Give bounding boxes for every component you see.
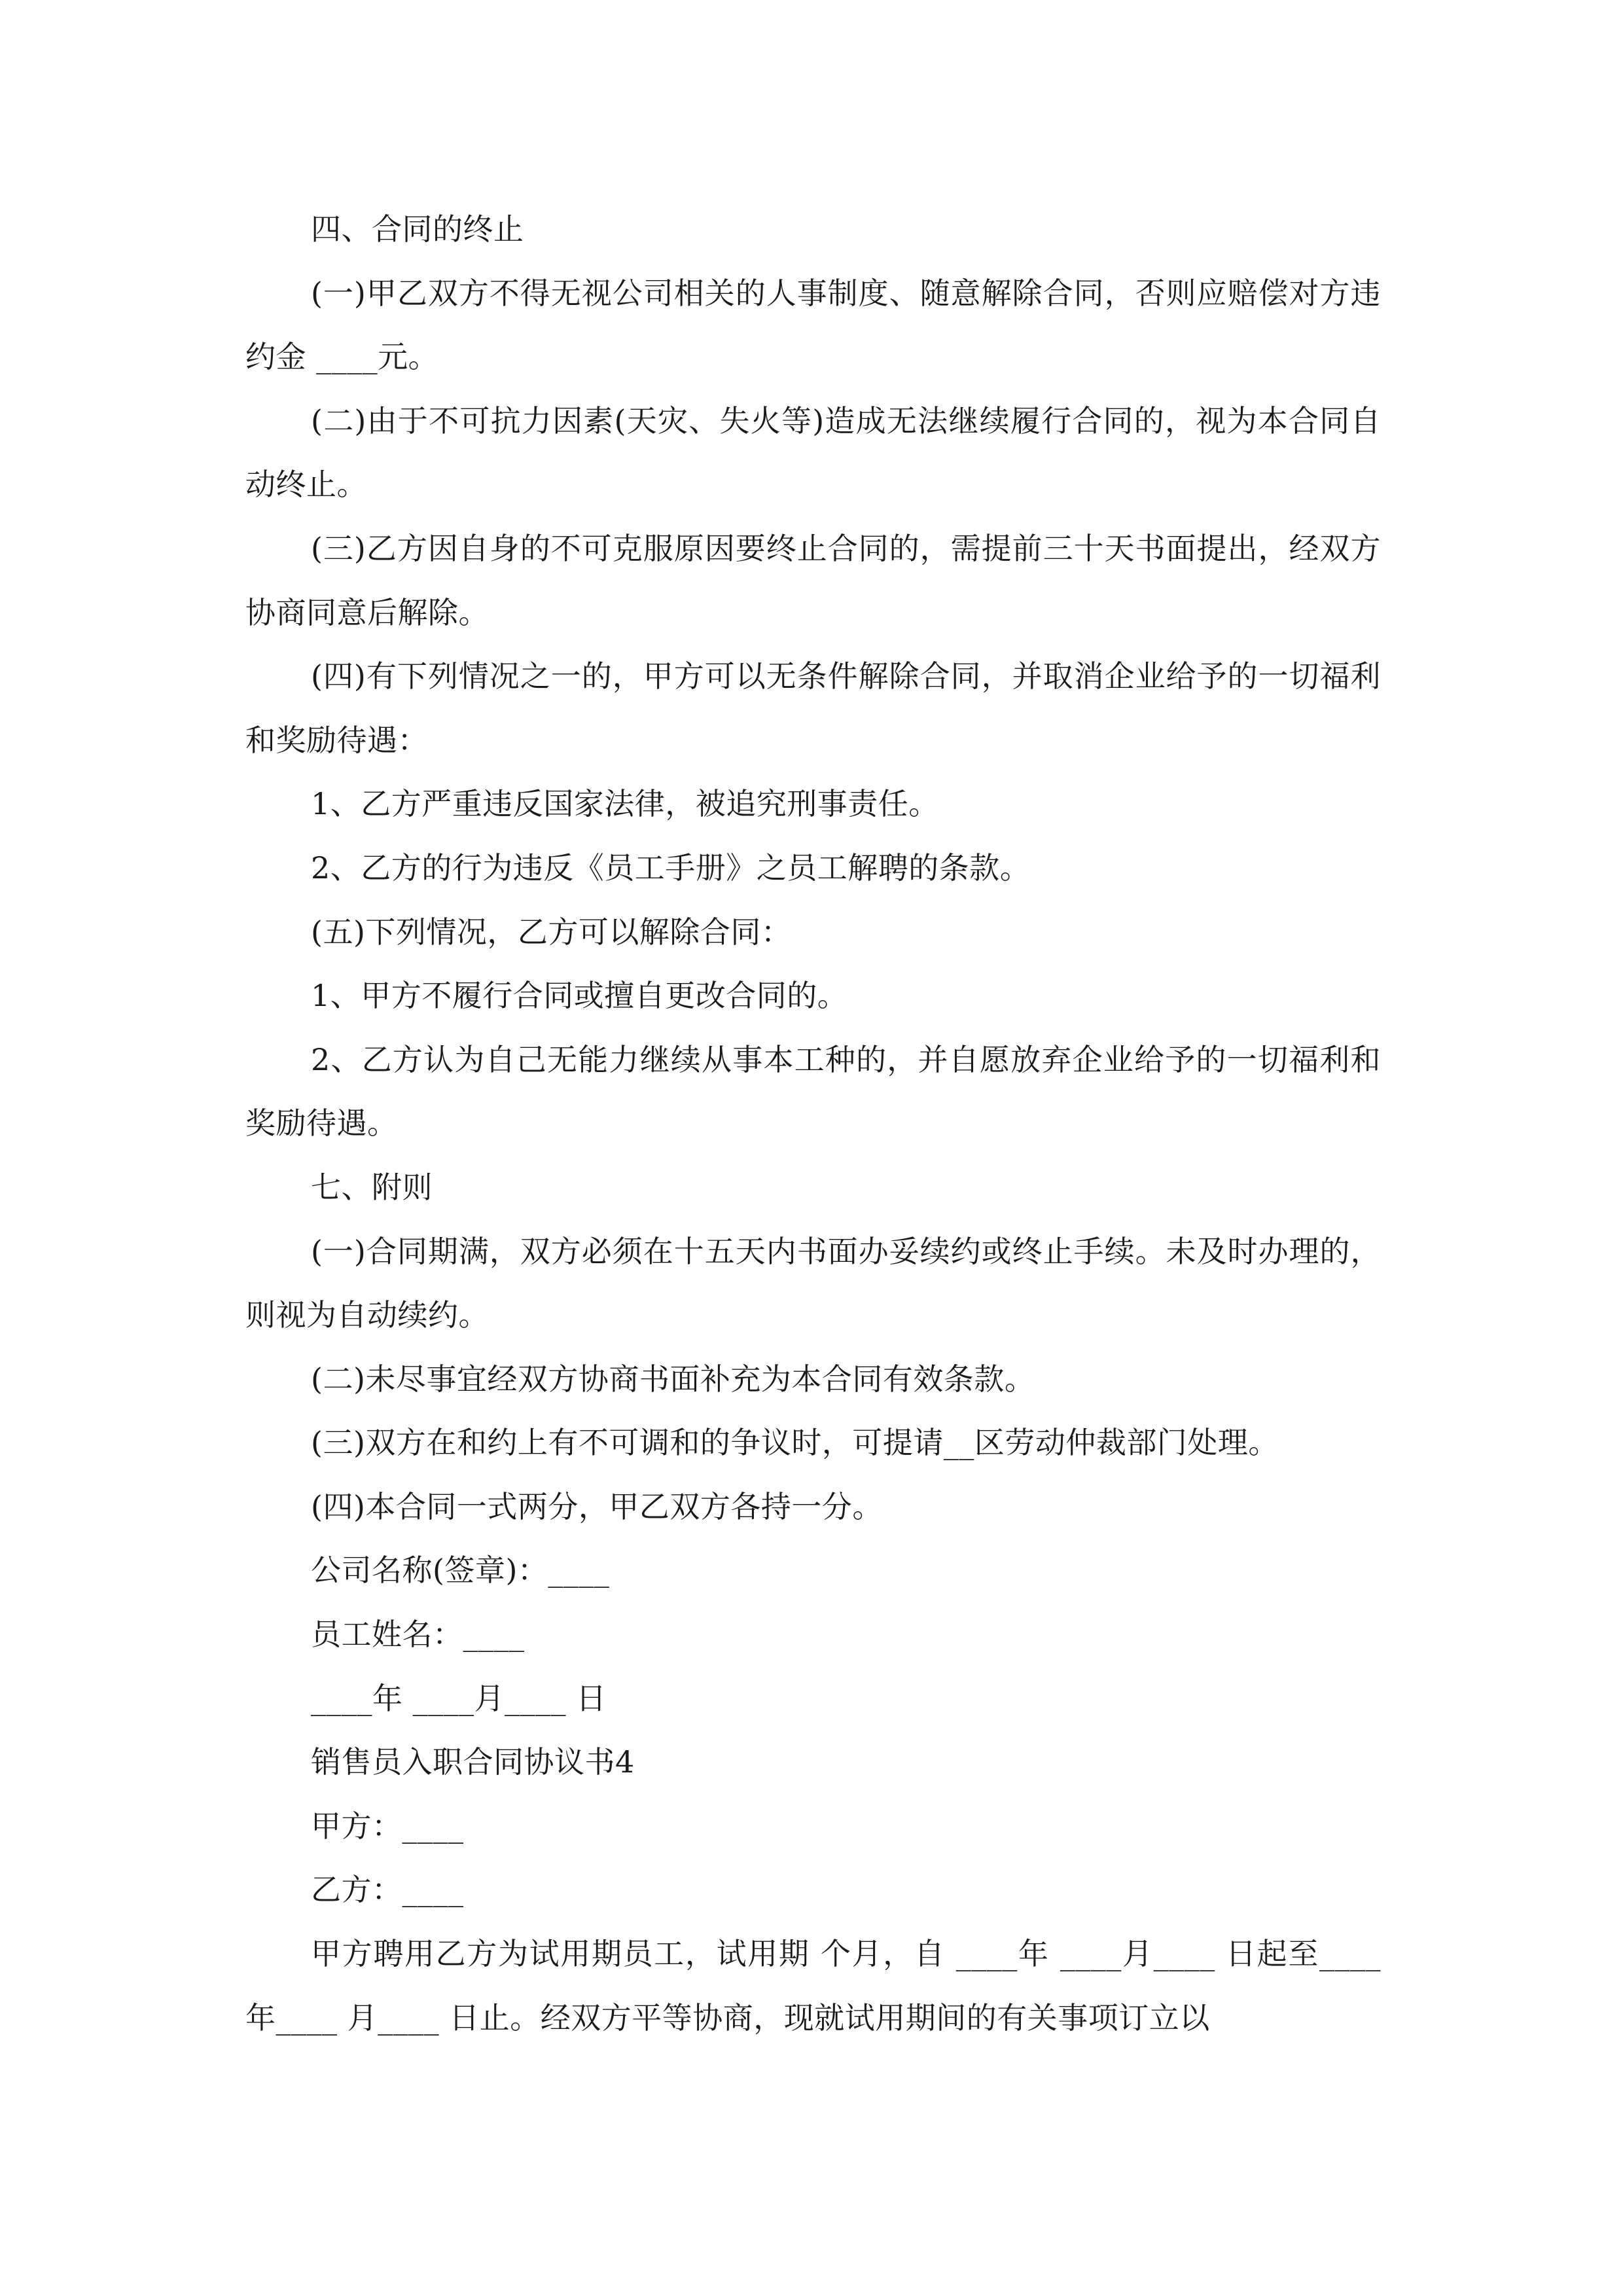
signature-company-name: 公司名称(签章)：____	[311, 1552, 610, 1588]
paragraph-appendix-3: (三)双方在和约上有不可调和的争议时，可提请__区劳动仲裁部门处理。	[311, 1425, 1279, 1461]
document-title-agreement-4: 销售员入职合同协议书4	[311, 1744, 635, 1780]
paragraph-item-4-2: 2、乙方的行为违反《员工手册》之员工解聘的条款。	[311, 850, 1031, 886]
paragraph-clause-5: (五)下列情况，乙方可以解除合同：	[311, 914, 792, 950]
document-body	[245, 198, 1391, 2050]
paragraph-clause-2: (二)由于不可抗力因素(天灾、失火等)造成无法继续履行合同的，视为本合同自动终止。	[245, 403, 1381, 503]
paragraph-appendix-2: (二)未尽事宜经双方协商书面补充为本合同有效条款。	[311, 1361, 1035, 1397]
paragraph-appendix-4: (四)本合同一式两分，甲乙双方各持一分。	[311, 1488, 883, 1524]
party-b-line: 乙方：____	[311, 1872, 464, 1908]
paragraph-item-5-1: 1、甲方不履行合同或擅自更改合同的。	[311, 978, 848, 1014]
paragraph-item-4-1: 1、乙方严重违反国家法律，被追究刑事责任。	[311, 786, 939, 822]
signature-employee-name: 员工姓名：____	[311, 1617, 525, 1653]
paragraph-clause-3: (三)乙方因自身的不可克服原因要终止合同的，需提前三十天书面提出，经双方协商同意后解除。	[245, 530, 1381, 630]
section-heading-termination: 四、合同的终止	[311, 211, 524, 247]
paragraph-appendix-1: (一)合同期满，双方必须在十五天内书面办妥续约或终止手续。未及时办理的，则视为自动续约。	[245, 1233, 1381, 1333]
paragraph-probation-intro: 甲方聘用乙方为试用期员工，试用期 个月，自 ____年 ____月____ 日起至____ 年____ 月____ 日止。经双方平等协商，现就试用期间的有关事项订立以	[245, 1936, 1391, 2036]
paragraph-clause-1: (一)甲乙双方不得无视公司相关的人事制度、随意解除合同，否则应赔偿对方违约金 ____元。	[245, 275, 1381, 375]
paragraph-clause-4: (四)有下列情况之一的，甲方可以无条件解除合同，并取消企业给予的一切福利和奖励待遇：	[245, 658, 1381, 758]
paragraph-item-5-2: 2、乙方认为自己无能力继续从事本工种的，并自愿放弃企业给予的一切福利和奖励待遇。	[245, 1041, 1381, 1141]
section-heading-appendix: 七、附则	[311, 1169, 433, 1205]
party-a-line: 甲方：____	[311, 1808, 464, 1844]
signature-date: ____年 ____月____ 日	[311, 1680, 607, 1716]
